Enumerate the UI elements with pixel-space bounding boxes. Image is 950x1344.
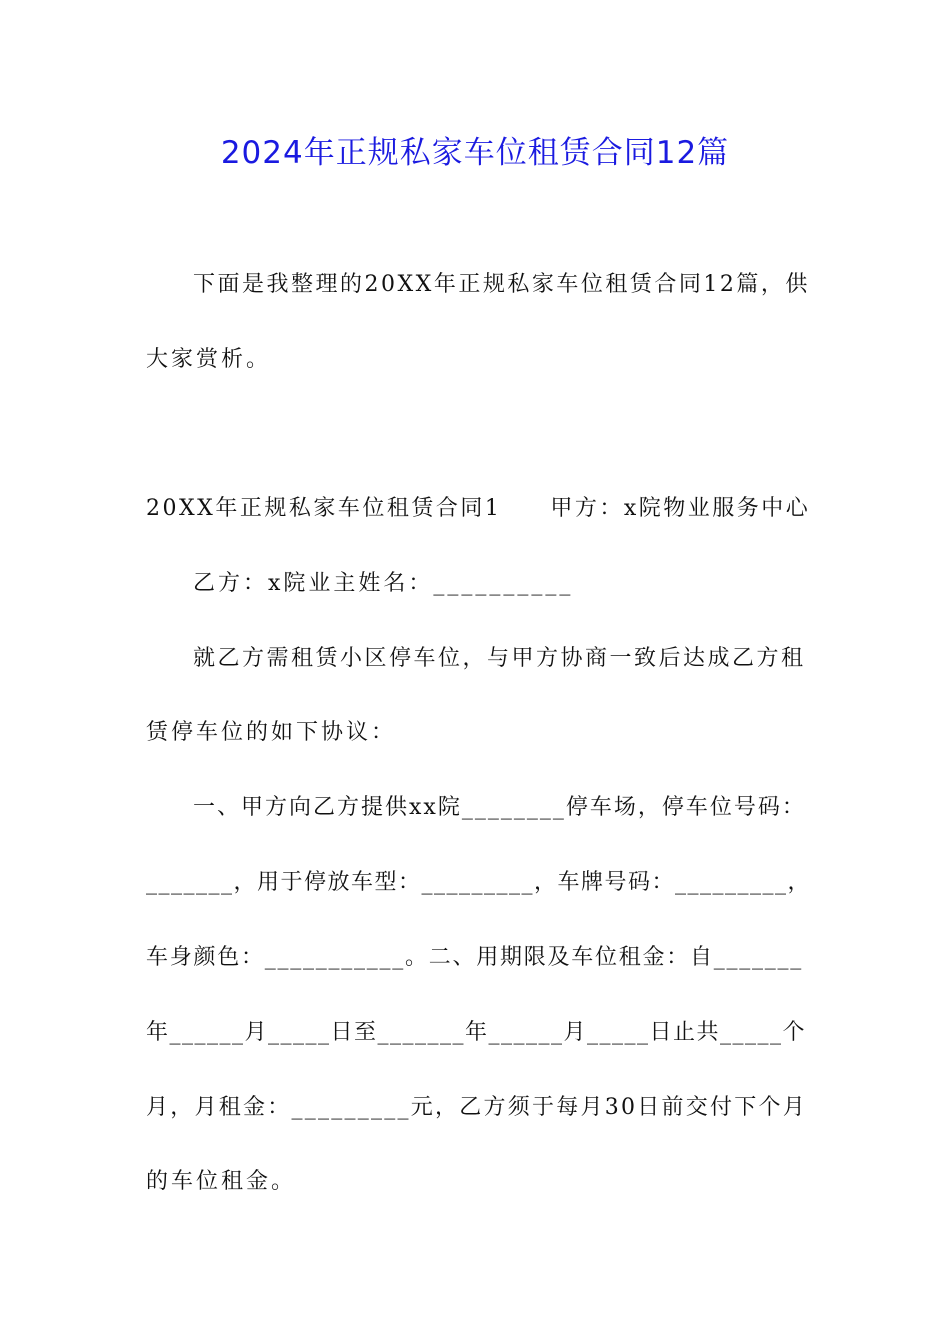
clause-2-line-1: 年______月_____日至_______年______月_____日止共_____个 — [146, 1020, 807, 1045]
intro-line-2: 大家赏析。 — [146, 347, 272, 372]
document-title: 2024年正规私家车位租赁合同12篇 — [220, 135, 730, 171]
intro-line-1: 下面是我整理的20XX年正规私家车位租赁合同12篇，供 — [193, 272, 810, 297]
clause-1-line-1: 一、甲方向乙方提供xx院________停车场，停车位号码： — [193, 795, 806, 820]
contract-heading-line: 20XX年正规私家车位租赁合同1 甲方：x院物业服务中心 — [146, 496, 811, 521]
clause-1-line-3: 车身颜色：___________。二、用期限及车位租金：自_______ — [146, 945, 804, 970]
clause-2-line-2: 月，月租金：_________元，乙方须于每月30日前交付下个月 — [146, 1095, 807, 1120]
clause-2-line-3: 的车位租金。 — [146, 1169, 297, 1194]
clause-1-line-2: _______，用于停放车型：_________，车牌号码：_________， — [146, 870, 812, 895]
agreement-line-2: 赁停车位的如下协议： — [146, 720, 397, 745]
agreement-line-1: 就乙方需租赁小区停车位，与甲方协商一致后达成乙方租 — [193, 646, 806, 671]
party-b-line: 乙方：x院业主姓名：__________ — [193, 571, 574, 596]
